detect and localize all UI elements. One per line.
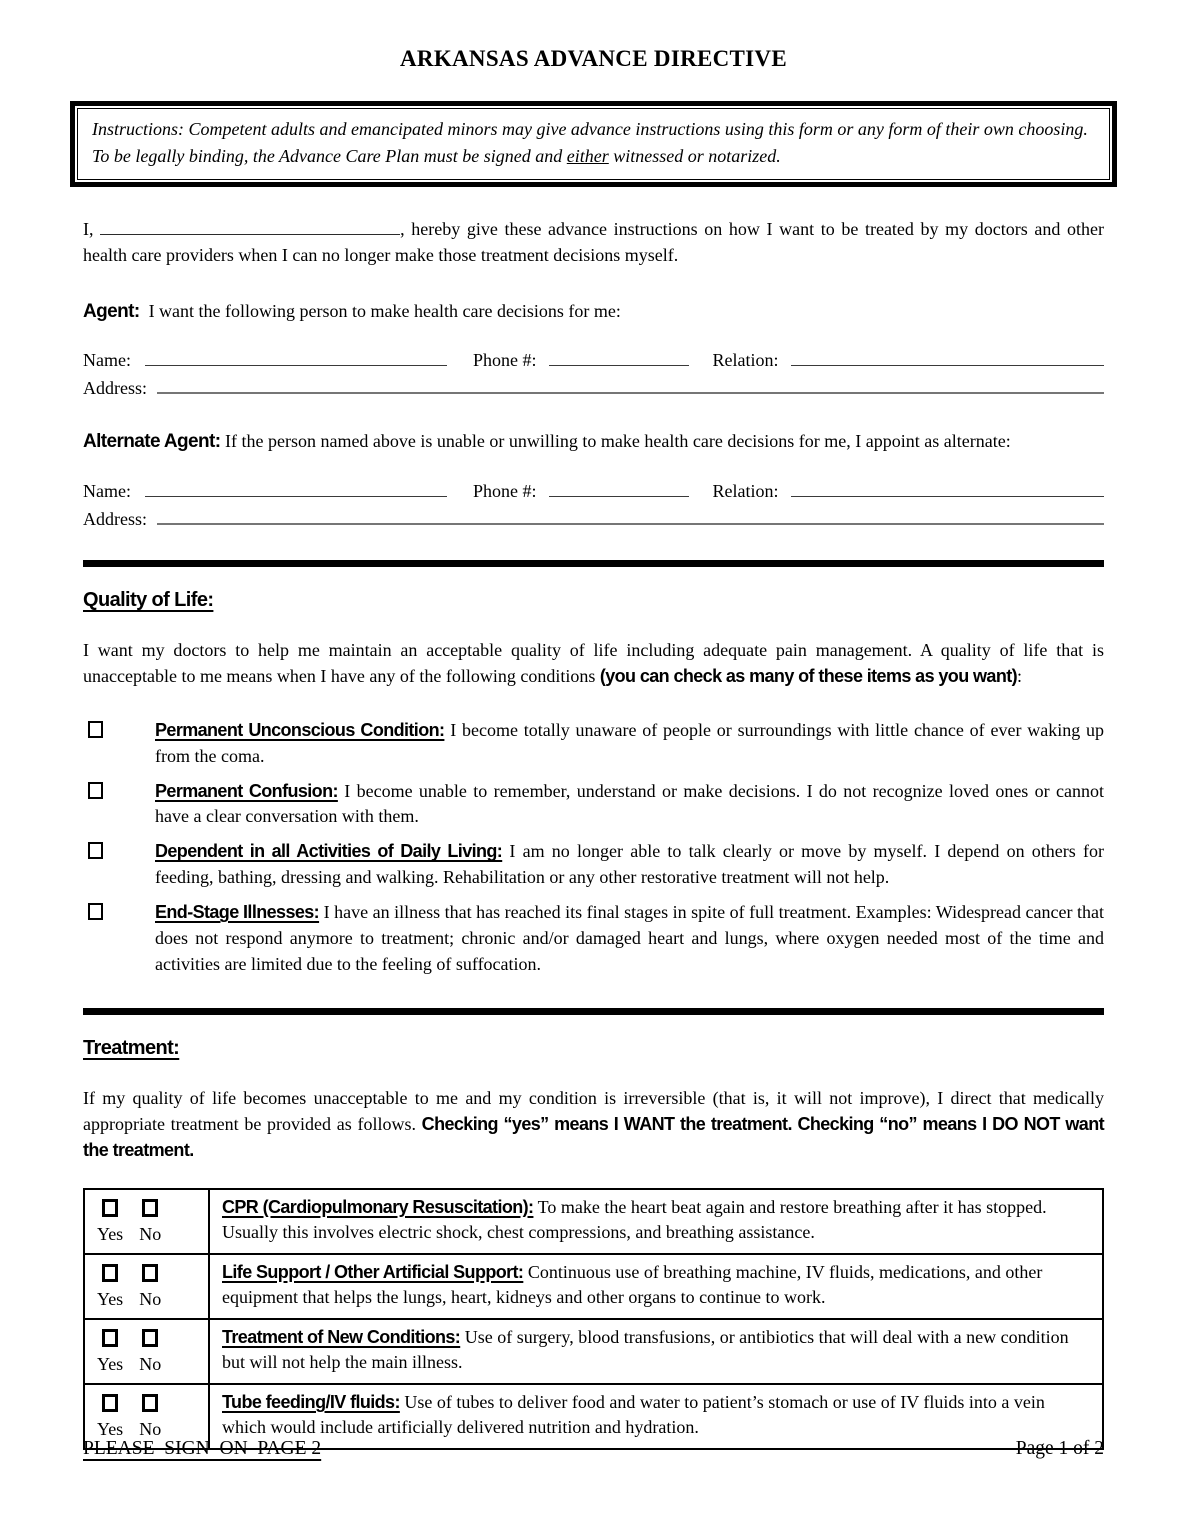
agent-lead-text: I want the following person to make health care decisions for me: bbox=[139, 300, 621, 321]
agent-address-row bbox=[83, 377, 1104, 399]
quality-of-life-checklist bbox=[83, 718, 1104, 978]
checkbox-new-conditions-no[interactable] bbox=[142, 1329, 158, 1347]
qol-intro-end: : bbox=[1017, 665, 1023, 686]
checkbox-cpr-no[interactable] bbox=[142, 1199, 158, 1217]
alternate-agent-name-row bbox=[83, 480, 1104, 502]
no-label: No bbox=[139, 1353, 162, 1374]
qol-intro-text: I want my doctors to help me maintain an acceptable quality of life including adequate pain management. A quality of life that is unacceptable to me means when I have any of the following conditions bbox=[83, 639, 1104, 686]
yes-label: Yes bbox=[97, 1223, 124, 1244]
declaration-pre: I, bbox=[83, 219, 101, 239]
quality-of-life-heading: Quality of Life: bbox=[83, 588, 214, 611]
list-item bbox=[83, 900, 1104, 978]
treatment-row-description: Continuous use of breathing machine, IV fluids, medications, and other equipment that helps the lungs, heart, kidneys and other organs to continue to work. bbox=[222, 1261, 1043, 1308]
treatment-row-description: Use of tubes to deliver food and water to patient’s stomach or use of IV fluids into a vein which would include artificially delivered nutrition and hydration. bbox=[222, 1391, 1045, 1438]
agent-relation-field[interactable] bbox=[791, 349, 1105, 366]
alternate-agent-phone-field[interactable] bbox=[549, 480, 689, 497]
alternate-agent-relation-field[interactable] bbox=[791, 480, 1105, 497]
treatment-row-term: CPR (Cardiopulmonary Resuscitation): bbox=[222, 1196, 534, 1217]
alternate-agent-section-lead bbox=[83, 428, 1104, 455]
treatment-row-term: Treatment of New Conditions: bbox=[222, 1326, 461, 1347]
agent-section-lead bbox=[83, 298, 1104, 325]
no-label: No bbox=[139, 1223, 162, 1244]
checkbox-tube-feeding-no[interactable] bbox=[142, 1394, 158, 1412]
checkbox-cpr-yes[interactable] bbox=[102, 1199, 118, 1217]
treatment-heading: Treatment: bbox=[83, 1036, 180, 1059]
treatment-intro-text: If my quality of life becomes unacceptable to me and my condition is irreversible (that is, it will not improve), I direct that medically appropriate treatment be provided as follows. bbox=[83, 1087, 1104, 1134]
checkbox-permanent-confusion[interactable] bbox=[88, 782, 103, 799]
treatment-row-term: Tube feeding/IV fluids: bbox=[222, 1391, 400, 1412]
no-label: No bbox=[139, 1288, 162, 1309]
agent-name-row bbox=[83, 349, 1104, 371]
yes-label: Yes bbox=[97, 1288, 124, 1309]
checkbox-permanent-unconscious-condition[interactable] bbox=[88, 721, 103, 738]
qol-item-term: End-Stage Illnesses: bbox=[155, 902, 320, 923]
checkbox-end-stage-illnesses[interactable] bbox=[88, 903, 103, 920]
checkbox-dependent-daily-living[interactable] bbox=[88, 842, 103, 859]
qol-item-term: Permanent Unconscious Condition: bbox=[155, 719, 445, 740]
list-item bbox=[83, 839, 1104, 891]
agent-name-label: Name: bbox=[83, 350, 131, 371]
treatment-row-description: To make the heart beat again and restore breathing after it has stopped. Usually this involves electric shock, chest compressions, and breathing assistance. bbox=[222, 1196, 1047, 1243]
checkbox-life-support-yes[interactable] bbox=[102, 1264, 118, 1282]
qol-item-description: I become totally unaware of people or surroundings with little chance of ever waking up from the coma. bbox=[155, 719, 1104, 766]
agent-address-field[interactable] bbox=[157, 377, 1104, 394]
declaration-post: , hereby give these advance instructions on how I want to be treated by my doctors and other health care providers when I can no longer make those treatment decisions myself. bbox=[83, 219, 1104, 265]
alternate-agent-lead-text: If the person named above is unable or unwilling to make health care decisions for me, I appoint as alternate: bbox=[220, 431, 1011, 452]
alternate-agent-name-field[interactable] bbox=[145, 480, 447, 497]
table-row bbox=[84, 1189, 1103, 1254]
section-divider bbox=[83, 560, 1104, 567]
alternate-agent-address-label: Address: bbox=[83, 508, 147, 529]
alternate-agent-phone-label: Phone #: bbox=[472, 480, 537, 501]
agent-phone-label: Phone #: bbox=[472, 350, 537, 371]
treatment-intro-bold: Checking “yes” means I WANT the treatment. Checking “no” means I DO NOT want the treatment. bbox=[83, 1113, 1104, 1160]
instructions-pre: Instructions: Competent adults and emancipated minors may give advance instructions using this form or any form of their own choosing. To be legally binding, the Advance Care Plan must be signed and bbox=[92, 119, 1088, 166]
instructions-box bbox=[70, 101, 1117, 187]
qol-item-description: I am no longer able to talk clearly or move by myself. I depend on others for feeding, bathing, dressing and walking. Rehabilitation or any other restorative treatment will not help. bbox=[155, 841, 1104, 888]
page-footer bbox=[83, 1438, 1104, 1460]
instructions-text bbox=[77, 108, 1110, 180]
instructions-post: witnessed or notarized. bbox=[608, 146, 781, 166]
treatment-row-term: Life Support / Other Artificial Support: bbox=[222, 1261, 524, 1282]
declarant-name-blank[interactable] bbox=[100, 218, 400, 235]
sign-note: PLEASE SIGN ON PAGE 2 bbox=[83, 1438, 322, 1459]
no-label: No bbox=[139, 1418, 162, 1439]
page-title: ARKANSAS ADVANCE DIRECTIVE bbox=[400, 46, 787, 71]
agent-relation-label: Relation: bbox=[712, 350, 779, 371]
alternate-agent-address-field[interactable] bbox=[157, 508, 1104, 525]
alternate-agent-address-row bbox=[83, 508, 1104, 530]
checkbox-life-support-no[interactable] bbox=[142, 1264, 158, 1282]
yes-label: Yes bbox=[97, 1418, 124, 1439]
instructions-underlined-word: either bbox=[566, 146, 609, 166]
treatment-table bbox=[83, 1188, 1104, 1450]
agent-phone-field[interactable] bbox=[549, 349, 689, 366]
table-row bbox=[84, 1254, 1103, 1319]
table-row bbox=[84, 1319, 1103, 1384]
checkbox-tube-feeding-yes[interactable] bbox=[102, 1394, 118, 1412]
qol-item-term: Permanent Confusion: bbox=[155, 780, 338, 801]
alternate-agent-fields bbox=[83, 480, 1104, 530]
section-divider bbox=[83, 1008, 1104, 1015]
yes-label: Yes bbox=[97, 1353, 124, 1374]
agent-name-field[interactable] bbox=[145, 349, 447, 366]
checkbox-new-conditions-yes[interactable] bbox=[102, 1329, 118, 1347]
treatment-row-description: Use of surgery, blood transfusions, or antibiotics that will deal with a new condition but will not help the main illness. bbox=[222, 1326, 1069, 1373]
alternate-agent-heading: Alternate Agent: bbox=[83, 431, 221, 453]
list-item bbox=[83, 779, 1104, 831]
qol-item-description: I have an illness that has reached its final stages in spite of full treatment. Examples: Widespread cancer that does not respond anymore to treatment; chronic and/or damaged heart and lungs, where oxygen needed most of the time and activities are limited due to the feeling of suffocation. bbox=[155, 902, 1105, 974]
qol-item-description: I become unable to remember, understand or make decisions. I do not recognize loved ones or cannot have a clear conversation with them. bbox=[155, 780, 1104, 827]
quality-of-life-intro bbox=[83, 638, 1104, 690]
qol-item-term: Dependent in all Activities of Daily Living: bbox=[155, 841, 503, 862]
agent-heading: Agent: bbox=[83, 300, 140, 322]
treatment-intro bbox=[83, 1086, 1104, 1164]
alternate-agent-name-label: Name: bbox=[83, 480, 131, 501]
qol-intro-bold: (you can check as many of these items as you want) bbox=[599, 665, 1017, 686]
agent-address-label: Address: bbox=[83, 378, 147, 399]
alternate-agent-relation-label: Relation: bbox=[712, 480, 779, 501]
declaration-paragraph bbox=[83, 217, 1104, 269]
page-number: Page 1 of 2 bbox=[1015, 1438, 1104, 1459]
agent-fields bbox=[83, 349, 1104, 399]
list-item bbox=[83, 718, 1104, 770]
